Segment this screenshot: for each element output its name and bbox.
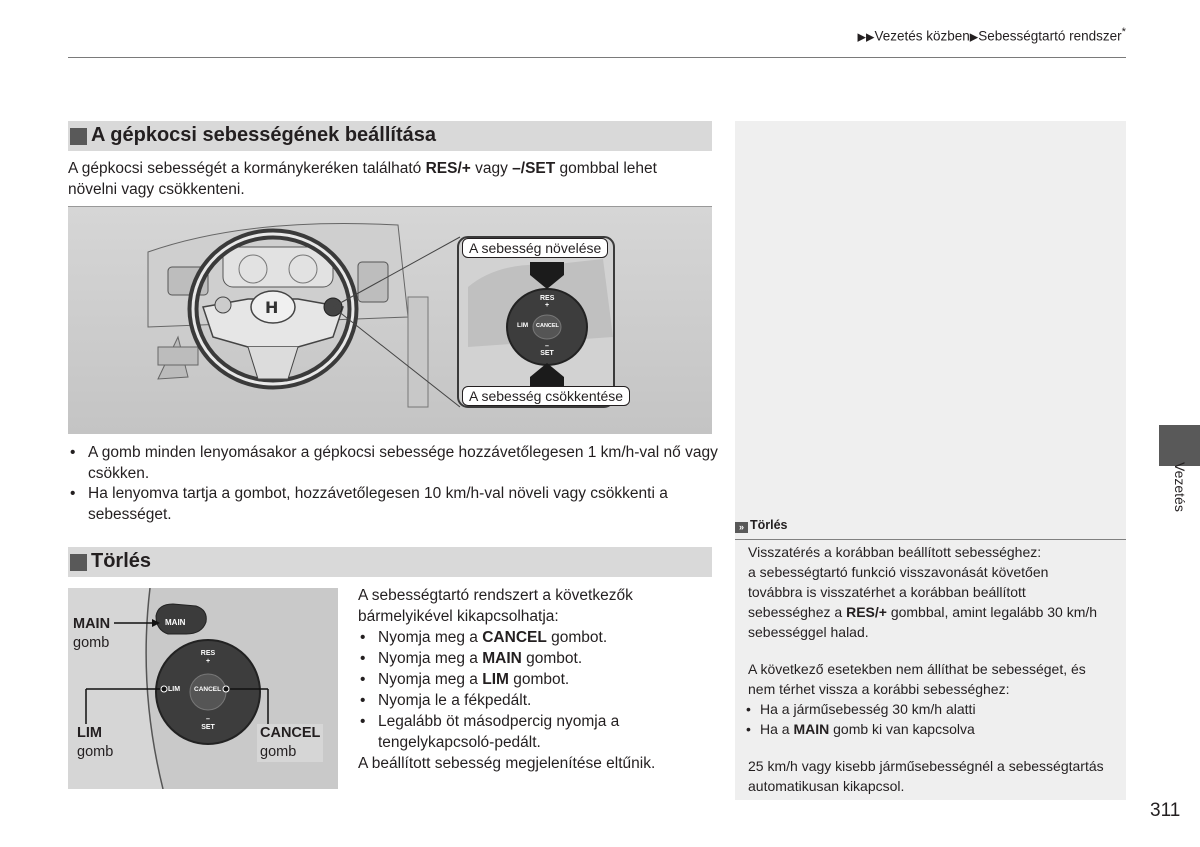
lim-sub-label: gomb [77,744,114,760]
cancel-button[interactable]: CANCEL [194,686,222,693]
breadcrumb-item-driving[interactable]: Vezetés közben [874,28,970,44]
res-label: RES [540,295,555,302]
cancel-label: CANCEL [260,725,321,741]
main-sub-label: gomb [73,635,110,651]
plus-label: + [544,302,550,309]
cancel-button[interactable]: CANCEL [536,323,559,329]
section-title: A gépkocsi sebességének beállítása [91,124,436,146]
minus-label: – [545,343,549,350]
page-number: 311 [1150,800,1181,821]
note-heading [735,518,788,533]
label-cancel-button [257,724,323,762]
list-item: • Nyomja meg a CANCEL gombot. [358,627,718,648]
breadcrumb-item-cruise-control[interactable]: Sebességtartó rendszer [978,28,1122,44]
header-divider [68,57,1126,58]
lead-text: bármelyikével kikapcsolhatja: [358,608,559,625]
list-item: • Nyomja meg a LIM gombot. [358,669,718,690]
res-label: RES [200,650,216,657]
cruise-buttons-figure [68,588,338,789]
plus-label: + [205,658,211,665]
label-main-button [70,615,113,653]
set-label: SET [540,350,554,357]
minus-set-button[interactable] [199,716,217,732]
list-item: • Nyomja meg a MAIN gombot. [358,648,718,669]
res-plus-button[interactable] [540,295,554,309]
list-item: • Ha a MAIN gomb ki van kapcsolva [744,719,1086,739]
res-plus-button[interactable] [199,650,217,666]
note-heading-text: Törlés [750,518,788,532]
intro-text: gombbal lehet [555,160,657,177]
section-title: Törlés [91,550,152,572]
section1-bullets [68,443,718,525]
section-header-cancel [68,547,712,577]
res-plus-term: RES/+ [425,160,471,177]
section-header-speed-setting [68,121,712,151]
note-divider [735,539,1126,540]
cancel-sub-label: gomb [260,744,297,760]
chapter-tab[interactable] [1159,425,1200,466]
callout-speed-increase: A sebesség növelése [462,238,608,258]
closing-text: A beállított sebesség megjelenítése eltűnik. [358,755,656,772]
list-item: • Legalább öt másodpercig nyomja a tengelykapcsoló-pedált. [358,711,718,753]
list-item: • Ha lenyomva tartja a gombot, hozzávetőlegesen 10 km/h-val növeli vagy csökkenti a sebességet. [68,484,718,525]
main-button[interactable]: MAIN [165,618,186,627]
section2-text [358,585,718,774]
callout-speed-decrease: A sebesség csökkentése [462,386,630,406]
set-label: SET [201,724,215,731]
intro-text-line2: növelni vagy csökkenteni. [68,180,245,198]
note-arrow-icon: » [735,522,748,533]
steering-wheel-figure [68,206,712,434]
triangle-right-icon: ▶▶ [857,31,875,44]
lim-button[interactable]: LIM [517,322,529,329]
lim-button[interactable]: LIM [168,686,181,693]
breadcrumb [858,26,1126,44]
minus-set-term: –/SET [512,160,556,177]
footnote-star: * [1121,26,1126,38]
note-paragraph-1: Visszatérés a korábban beállított sebességhez: a sebességtartó funkció visszavonását követően továbbra is visszatérhet a korábban beállított sebességhez a RES/+ gombbal, amint legalább 30 km/h sebességgel halad. [748,544,1098,640]
intro-text: vagy [470,160,513,177]
lim-label: LIM [77,725,102,741]
list-item: • Nyomja le a fékpedált. [358,690,718,711]
lead-text: A sebességtartó rendszert a következők [358,587,633,604]
square-bullet-icon [70,128,87,145]
minus-label: – [206,716,210,723]
svg-text:H: H [265,298,279,317]
main-label: MAIN [73,616,111,632]
chapter-tab-label: Vezetés [1172,462,1188,512]
note-paragraph-3: 25 km/h vagy kisebb járműsebességnél a sebességtartás automatikusan kikapcsol. [748,758,1104,794]
label-lim-button [74,724,116,762]
square-bullet-icon [70,554,87,571]
list-item: • A gomb minden lenyomásakor a gépkocsi sebessége hozzávetőlegesen 1 km/h-val nő vagy csökken. [68,443,718,484]
triangle-right-icon: ▶ [969,31,979,44]
intro-text: A gépkocsi sebességét a kormánykeréken található [68,160,426,177]
list-item: • Ha a járműsebesség 30 km/h alatti [744,699,1086,719]
minus-set-button[interactable] [540,343,554,357]
section1-intro [68,159,712,200]
note-paragraph-2: A következő esetekben nem állíthat be sebességet, és nem térhet vissza a korábbi sebességhez: • Ha a járműsebesség 30 km/h alatti • Ha a MAIN gomb ki van kapcsolva [748,659,1086,739]
